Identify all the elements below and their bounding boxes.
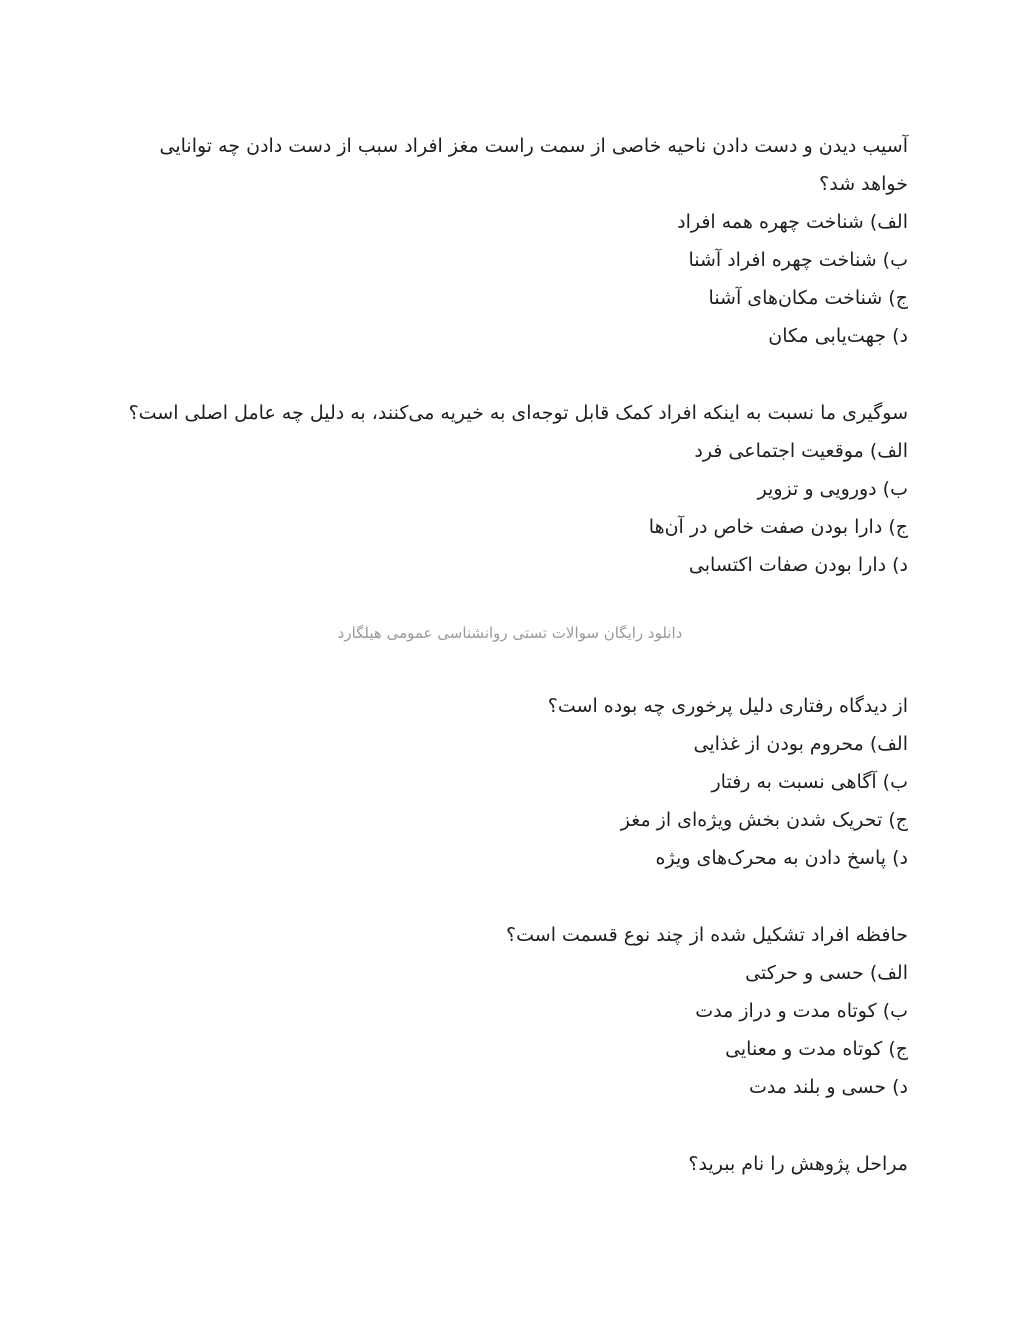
option-a: الف) محروم بودن از غذایی bbox=[693, 733, 908, 755]
option-c: ج) کوتاه مدت و معنایی bbox=[725, 1038, 908, 1060]
question-text: سوگیری ما نسبت به اینکه افراد کمک قابل توجه‌ای به خیریه می‌کنند، به دلیل چه عامل اصلی است؟ bbox=[128, 402, 908, 424]
option-d: د) جهت‌یابی مکان bbox=[768, 325, 908, 347]
question-text: حافظه افراد تشکیل شده از چند نوع قسمت است؟ bbox=[506, 924, 908, 946]
option-a: الف) موقعیت اجتماعی فرد bbox=[694, 440, 908, 462]
option-d: د) پاسخ دادن به محرک‌های ویژه bbox=[655, 847, 908, 869]
option-b: ب) آگاهی نسبت به رفتار bbox=[711, 771, 908, 793]
question-block-3 bbox=[112, 687, 908, 877]
option-c: ج) شناخت مکان‌های آشنا bbox=[708, 287, 908, 309]
question-text: از دیدگاه رفتاری دلیل پرخوری چه بوده است؟ bbox=[547, 695, 908, 717]
option-b: ب) دورویی و تزویر bbox=[757, 478, 908, 500]
option-b: ب) شناخت چهره افراد آشنا bbox=[688, 249, 908, 271]
question-block-4 bbox=[112, 916, 908, 1106]
question-block-2 bbox=[112, 394, 908, 584]
option-d: د) حسی و بلند مدت bbox=[748, 1076, 908, 1098]
watermark-text: دانلود رایگان سوالات تستی روانشناسی عمومی هیلگارد bbox=[337, 624, 683, 642]
option-c: ج) دارا بودن صفت خاص در آن‌ها bbox=[648, 516, 908, 538]
question-text: مراحل پژوهش را نام ببرید؟ bbox=[688, 1153, 908, 1175]
question-text: آسیب دیدن و دست دادن ناحیه خاصی از سمت راست مغز افراد سبب از دست دادن چه توانایی خواهد شد؟ bbox=[159, 135, 908, 195]
question-block-5 bbox=[112, 1145, 908, 1183]
option-c: ج) تحریک شدن بخش ویژه‌ای از مغز bbox=[620, 809, 908, 831]
question-block-1 bbox=[112, 127, 908, 355]
option-b: ب) کوتاه مدت و دراز مدت bbox=[695, 1000, 908, 1022]
option-a: الف) شناخت چهره همه افراد bbox=[677, 211, 908, 233]
option-a: الف) حسی و حرکتی bbox=[745, 962, 908, 984]
option-d: د) دارا بودن صفات اکتسابی bbox=[688, 554, 908, 576]
